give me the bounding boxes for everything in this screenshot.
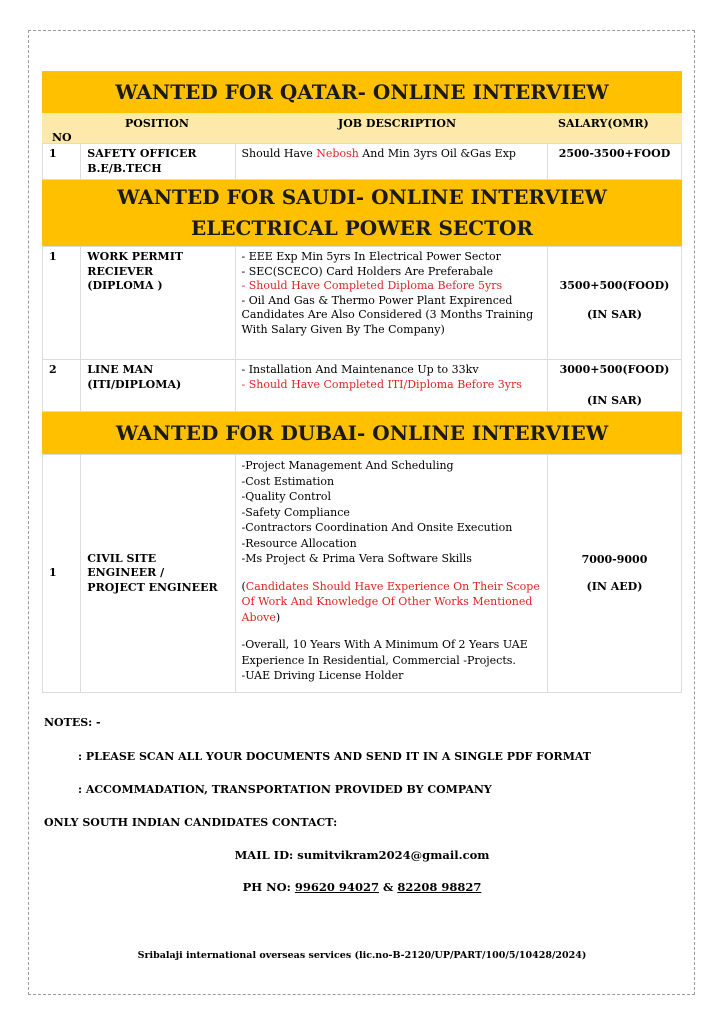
position-line: PROJECT ENGINEER [87, 580, 218, 594]
job-line: -Project Management And Scheduling [241, 459, 454, 472]
mail-line: MAIL ID: sumitvikram2024@gmail.com [234, 848, 490, 862]
row-no: 1 [43, 455, 81, 693]
note-highlight: Candidates Should Have Experience On Their Scope [245, 579, 540, 593]
row-job [235, 247, 547, 360]
saudi-table [42, 246, 682, 412]
job-text-highlight: Nebosh [316, 147, 359, 160]
job-line: - Oil And Gas & Thermo Power Plant Expirenced [241, 293, 513, 307]
job-line: -Overall, 10 Years With A Minimum Of 2 Years UAE [241, 638, 528, 651]
phone-line [0, 880, 724, 894]
note-highlight: Of Work And Knowledge Of Other Works Mentioned [241, 595, 533, 608]
job-text: Should Have [241, 147, 317, 160]
row-position [81, 360, 235, 412]
table-row [43, 360, 682, 412]
row-no: 1 [43, 247, 81, 360]
job-line: -UAE Driving License Holder [241, 669, 404, 682]
contact-heading: ONLY SOUTH INDIAN CANDIDATES CONTACT: [44, 816, 338, 829]
salary-currency: (IN SAR) [586, 307, 642, 321]
note-item: : ACCOMMADATION, TRANSPORTATION PROVIDED BY COMPANY [78, 783, 492, 796]
job-line: Candidates Are Also Considered (3 Months Training [241, 308, 534, 321]
position-line: (DIPLOMA ) [87, 279, 163, 292]
phone-label: PH NO: [242, 880, 295, 894]
note-bracket: ) [275, 610, 281, 624]
position-line: (ITI/DIPLOMA) [87, 377, 182, 391]
phone-separator: & [378, 880, 398, 894]
saudi-subtitle: ELECTRICAL POWER SECTOR [190, 216, 534, 240]
job-note [242, 610, 541, 626]
row-salary [547, 360, 681, 412]
job-line: -Ms Project & Prima Vera Software Skills [241, 552, 472, 565]
job-line: -Safety Compliance [241, 505, 350, 519]
phone-link[interactable]: 99620 94027 [294, 880, 379, 894]
job-text: And Min 3yrs Oil &Gas Exp [358, 147, 516, 160]
row-salary [547, 247, 681, 360]
position-line: WORK PERMIT [87, 250, 184, 263]
job-sheet [42, 71, 682, 693]
salary-value: 7000-9000 [581, 553, 648, 566]
note-item: : PLEASE SCAN ALL YOUR DOCUMENTS AND SEND IT IN A SINGLE PDF FORMAT [78, 750, 591, 763]
row-no: 2 [43, 360, 81, 412]
job-line: -Resource Allocation [241, 536, 357, 550]
header-position: POSITION [125, 117, 189, 130]
table-header [42, 113, 682, 143]
job-line: - Installation And Maintenance Up to 33kv [241, 363, 479, 376]
phone-link[interactable]: 82208 98827 [397, 880, 482, 894]
job-line: With Salary Given By The Company) [241, 322, 445, 336]
job-line-highlight: - Should Have Completed Diploma Before 5yrs [241, 279, 503, 292]
footer-license: Sribalaji international overseas services (lic.no-B-2120/UP/PART/100/5/10428/2024) [137, 950, 587, 961]
salary-currency: (IN SAR) [586, 393, 642, 407]
table-row [43, 455, 682, 693]
position-line: LINE MAN [87, 363, 154, 376]
row-position [81, 247, 235, 360]
salary-value: 3000+500(FOOD) [559, 363, 670, 376]
dubai-table [42, 454, 682, 693]
position-line: RECIEVER [87, 264, 154, 278]
row-job [235, 455, 547, 693]
job-note [242, 579, 541, 595]
saudi-banner [42, 180, 682, 246]
row-job [235, 144, 547, 180]
dubai-banner [42, 412, 682, 454]
note-highlight: Above [241, 610, 276, 624]
position-line: CIVIL SITE ENGINEER / [87, 551, 165, 580]
position-line: SAFETY OFFICER [87, 147, 197, 160]
qatar-table [42, 143, 682, 180]
row-job [235, 360, 547, 412]
header-job-description: JOB DESCRIPTION [338, 117, 457, 130]
notes-heading: NOTES: - [44, 716, 101, 729]
job-line: -Contractors Coordination And Onsite Execution [241, 521, 513, 534]
saudi-title: WANTED FOR SAUDI- ONLINE INTERVIEW [117, 185, 607, 209]
note-bracket: ( [241, 579, 246, 593]
row-salary [547, 455, 681, 693]
job-line: -Quality Control [241, 490, 331, 503]
job-line: - SEC(SCECO) Card Holders Are Preferabale [241, 264, 494, 278]
row-position [81, 455, 235, 693]
qatar-banner [42, 71, 682, 113]
table-row [43, 144, 682, 180]
job-line: -Cost Estimation [241, 474, 335, 488]
row-salary: 2500-3500+FOOD [547, 144, 681, 180]
job-line: - EEE Exp Min 5yrs In Electrical Power Sector [241, 250, 501, 263]
salary-currency: (IN AED) [586, 579, 643, 593]
position-line: B.E/B.TECH [87, 161, 162, 175]
dubai-title: WANTED FOR DUBAI- ONLINE INTERVIEW [115, 421, 609, 445]
header-salary: SALARY(OMR) [558, 117, 649, 130]
qatar-title: WANTED FOR QATAR- ONLINE INTERVIEW [115, 80, 609, 104]
job-line: Experience In Residential, Commercial -Projects. [241, 653, 516, 667]
job-line-highlight: - Should Have Completed ITI/Diploma Before 3yrs [241, 377, 522, 391]
header-no: NO [52, 131, 72, 144]
row-no: 1 [43, 144, 81, 180]
salary-value: 3500+500(FOOD) [559, 279, 670, 292]
row-position [81, 144, 235, 180]
table-row [43, 247, 682, 360]
